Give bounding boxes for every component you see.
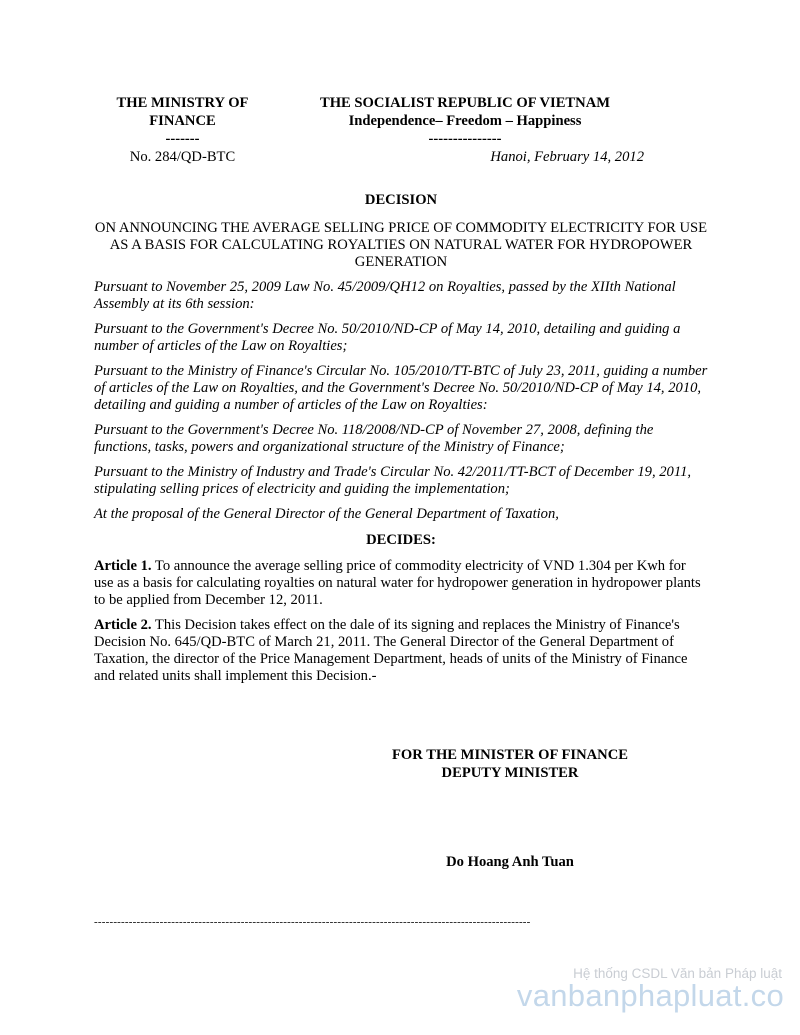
national-motto: Independence– Freedom – Happiness: [348, 113, 582, 129]
header-left-divider: -------: [165, 131, 200, 147]
signature-block: [360, 746, 660, 782]
signer-name: Do Hoang Anh Tuan: [446, 854, 574, 870]
ministry-name-line1: THE MINISTRY OF: [116, 95, 249, 111]
document-title: DECISION: [364, 192, 438, 208]
document-body: [94, 192, 708, 693]
article-2: [94, 617, 708, 685]
watermark-caption: Hệ thống CSDL Văn bản Pháp luật: [573, 966, 782, 981]
article-1: [94, 558, 708, 609]
signature-position: DEPUTY MINISTER: [441, 765, 579, 781]
watermark-site-link[interactable]: vanbanphapluat.co: [516, 978, 784, 1013]
document-subtitle: ON ANNOUNCING THE AVERAGE SELLING PRICE OF COMMODITY ELECTRICITY FOR USE AS A BASIS FOR CALCULATING ROYALTIES ON NATURAL WATER FOR HYDROPOWER GENERATION: [94, 220, 708, 270]
country-name: THE SOCIALIST REPUBLIC OF VIETNAM: [319, 95, 611, 111]
document-number: No. 284/QD-BTC: [129, 149, 236, 165]
place-and-date: Hanoi, February 14, 2012: [490, 149, 644, 165]
pursuant-paragraph: Pursuant to the Ministry of Finance's Circular No. 105/2010/TT-BTC of July 23, 2011, guiding a number of articles of the Law on Royalties, and the Government's Decree No. 50/2010/ND-CP of May 14, 2010, detailing and guiding a number of articles of the Law on Royalties:: [94, 363, 708, 413]
issuing-authority-block: [95, 94, 270, 166]
ministry-name-line2: FINANCE: [149, 113, 216, 129]
national-title-block: [296, 94, 644, 166]
signature-title: FOR THE MINISTER OF FINANCE: [392, 747, 628, 763]
pursuant-paragraph: Pursuant to the Government's Decree No. 50/2010/ND-CP of May 14, 2010, detailing and guiding a number of articles of the Law on Royalties;: [94, 321, 681, 354]
pursuant-paragraph: Pursuant to the Government's Decree No. 118/2008/ND-CP of November 27, 2008, defining the functions, tasks, powers and organizational structure of the Ministry of Finance;: [94, 422, 654, 455]
pursuant-paragraph: Pursuant to November 25, 2009 Law No. 45/2009/QH12 on Royalties, passed by the XIIth National Assembly at its 6th session:: [94, 279, 676, 312]
footer-divider: -----------------------------------------------------------------------------------------------------------------: [94, 916, 531, 928]
decides-heading: DECIDES:: [366, 532, 436, 548]
article-2-text: This Decision takes effect on the dale of its signing and replaces the Ministry of Finance's Decision No. 645/QD-BTC of March 21, 2011. The General Director of the General Department of Taxation, the director of the Price Management Department, heads of units of the Ministry of Finance and related units shall implement this Decision.-: [94, 617, 688, 684]
header-right-divider: ---------------: [428, 131, 502, 147]
article-1-label: Article 1.: [94, 558, 152, 574]
article-2-label: Article 2.: [94, 617, 152, 633]
proposal-paragraph: At the proposal of the General Director of the General Department of Taxation,: [94, 506, 559, 522]
article-1-text: To announce the average selling price of commodity electricity of VND 1.304 per Kwh for use as a basis for calculating royalties on natural water for hydropower generation in hydropower plants to be applied from December 12, 2011.: [94, 558, 701, 608]
pursuant-paragraph: Pursuant to the Ministry of Industry and Trade's Circular No. 42/2011/TT-BCT of December 19, 2011, stipulating selling prices of electricity and guiding the implementation;: [94, 464, 692, 497]
